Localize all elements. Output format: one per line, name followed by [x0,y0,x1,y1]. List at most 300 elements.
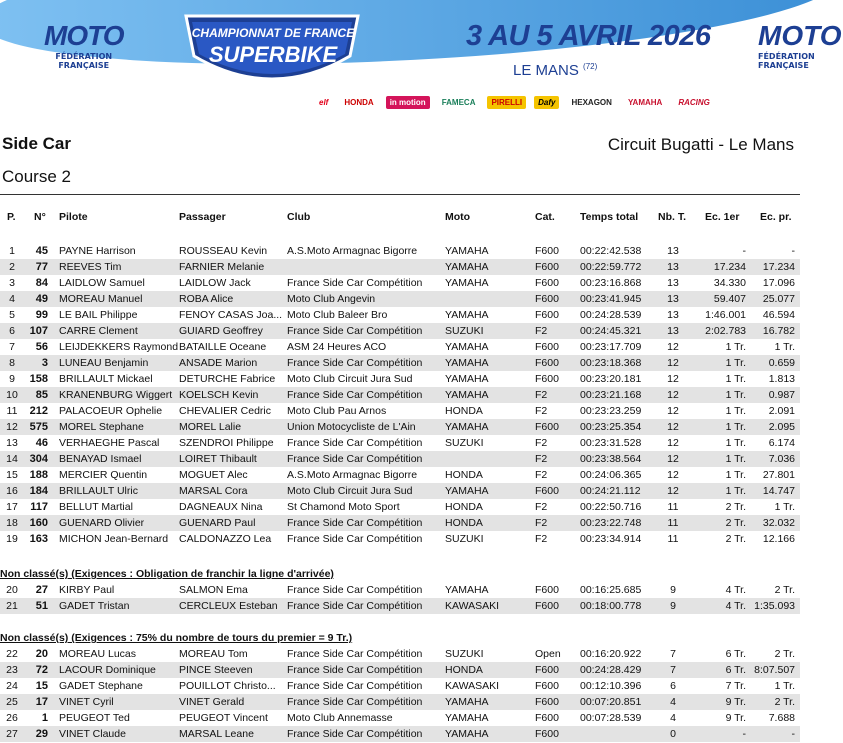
result-row [0,582,800,598]
cell-temps: 00:23:31.528 [580,437,642,449]
cell-temps: 00:16:25.685 [580,584,642,596]
cell-passager: LOIRET Thibault [179,453,257,465]
cell-cat: F600 [535,373,559,385]
cell-club: France Side Car Compétition [287,453,423,465]
cell-nbt: 13 [667,309,679,321]
cell-pos: 27 [6,728,18,740]
cell-ec1: 9 Tr. [725,712,746,724]
cell-cat: F600 [535,421,559,433]
cell-nbt: 11 [667,517,679,529]
cell-ec1: 2 Tr. [725,533,746,545]
cell-nbt: 12 [667,389,679,401]
cell-num: 575 [29,421,48,433]
cell-temps: 00:24:21.112 [580,485,641,497]
result-row [0,435,800,451]
cell-moto: YAMAHA [445,373,489,385]
result-row [0,339,800,355]
cell-num: 56 [35,341,48,353]
cell-nbt: 12 [667,373,679,385]
cell-temps: 00:22:42.538 [580,245,642,257]
cell-moto: SUZUKI [445,437,484,449]
result-row [0,694,800,710]
cell-passager: ANSADE Marion [179,357,258,369]
cell-ecp: 8:07.507 [754,664,795,676]
result-row [0,291,800,307]
cell-temps: 00:23:16.868 [580,277,642,289]
cell-num: 77 [35,261,48,273]
cell-cat: F600 [535,485,559,497]
cell-ecp: 1 Tr. [774,341,795,353]
cell-pilote: BENAYAD Ismael [59,453,142,465]
cell-ecp: 0.987 [768,389,795,401]
cell-nbt: 11 [667,533,679,545]
cell-pos: 23 [6,664,18,676]
cell-num: 158 [29,373,48,385]
cell-ec1: 1 Tr. [725,469,746,481]
event-dates: 3 AU 5 AVRIL 2026 [466,20,711,52]
result-row [0,451,800,467]
cell-passager: ROUSSEAU Kevin [179,245,268,257]
cell-pos: 6 [9,325,15,337]
section-title: Non classé(s) (Exigences : 75% du nombre de tours du premier = 9 Tr.) [0,632,353,644]
cell-pos: 24 [6,680,18,692]
cell-ecp: 14.747 [762,485,795,497]
cell-num: 160 [29,517,48,529]
cell-cat: F2 [535,501,548,513]
result-row [0,243,800,259]
cell-club: Moto Club Pau Arnos [287,405,387,417]
cell-nbt: 12 [667,357,679,369]
cell-nbt: 11 [667,501,679,513]
cell-pos: 7 [9,341,15,353]
cell-num: 27 [35,584,48,596]
cell-cat: F600 [535,680,559,692]
cell-ec1: 6 Tr. [725,648,746,660]
championship-subtitle: SUPERBIKE [208,42,338,67]
cell-pilote: BELLUT Martial [59,501,133,513]
cell-temps: 00:23:18.368 [580,357,642,369]
cell-ecp: - [791,245,795,257]
cell-pos: 19 [6,533,18,545]
cell-pilote: MERCIER Quentin [59,469,148,481]
result-row [0,646,800,662]
cell-cat: F600 [535,664,559,676]
cell-nbt: 13 [667,293,679,305]
cell-moto: YAMAHA [445,341,489,353]
cell-club: Moto Club Annemasse [287,712,393,724]
col-header-pos: P. [7,211,16,223]
cell-pos: 13 [6,437,18,449]
cell-moto: YAMAHA [445,728,489,740]
cell-temps: 00:07:20.851 [580,696,642,708]
result-row [0,403,800,419]
cell-passager: MOREAU Tom [179,648,248,660]
cell-pilote: LE BAIL Philippe [59,309,138,321]
circuit-name: Circuit Bugatti - Le Mans [607,135,794,154]
cell-pos: 20 [6,584,18,596]
ffm-logo-right-main: MOTO [758,20,842,51]
cell-club: France Side Car Compétition [287,696,423,708]
cell-club: France Side Car Compétition [287,728,423,740]
cell-num: 85 [35,389,48,401]
cell-temps: 00:16:20.922 [580,648,642,660]
venue-name: LE MANS [513,62,579,79]
cell-club: France Side Car Compétition [287,648,423,660]
cell-passager: MARSAL Leane [179,728,254,740]
cell-num: 99 [35,309,48,321]
cell-num: 184 [29,485,48,497]
category-title: Side Car [2,134,71,153]
banner-swoosh [0,0,843,82]
col-header-club: Club [287,211,311,223]
cell-ecp: 17.096 [762,277,795,289]
cell-cat: F600 [535,293,559,305]
event-banner [0,0,842,122]
cell-pilote: MOREAU Lucas [59,648,137,660]
section-title: Non classé(s) (Exigences : Obligation de franchir la ligne d'arrivée) [0,568,334,580]
cell-nbt: 13 [667,245,679,257]
sponsor-yamaha: YAMAHA [627,97,663,107]
cell-cat: F600 [535,341,559,353]
cell-pilote: PAYNE Harrison [59,245,136,257]
cell-pos: 9 [9,373,15,385]
cell-pos: 5 [9,309,15,321]
cell-moto: HONDA [445,405,483,417]
sponsor-strip [315,93,714,111]
sponsor-fameca: FAMECA [441,97,476,107]
cell-moto: YAMAHA [445,389,489,401]
cell-ec1: 17.234 [713,261,746,273]
cell-cat: F600 [535,309,559,321]
ffm-logo-line2: FRANÇAISE [58,61,110,70]
sponsor-honda: HONDA [344,97,374,107]
cell-nbt: 7 [670,648,676,660]
result-row [0,387,800,403]
cell-moto: YAMAHA [445,696,489,708]
cell-cat: F600 [535,728,559,740]
cell-moto: YAMAHA [445,277,489,289]
cell-temps: 00:23:41.945 [580,293,642,305]
cell-ecp: 1 Tr. [774,501,795,513]
cell-ec1: 1 Tr. [725,357,746,369]
result-row [0,371,800,387]
cell-temps: 00:23:38.564 [580,453,642,465]
cell-pilote: CARRE Clement [59,325,138,337]
cell-pos: 8 [9,357,15,369]
sponsor-dafy: Dafy [534,96,559,109]
ffm-logo-right-line1: FÉDÉRATION [758,52,815,61]
cell-ec1: 1 Tr. [725,485,746,497]
cell-nbt: 0 [670,728,676,740]
cell-club: France Side Car Compétition [287,277,423,289]
cell-ecp: 7.688 [768,712,795,724]
cell-moto: YAMAHA [445,245,489,257]
col-header-ecp: Ec. pr. [760,211,792,223]
cell-pilote: LACOUR Dominique [59,664,156,676]
cell-temps: 00:22:59.772 [580,261,642,273]
cell-ec1: 7 Tr. [725,680,746,692]
cell-cat: F2 [535,453,548,465]
cell-moto: HONDA [445,469,483,481]
sponsor-pirelli: PIRELLI [487,96,526,109]
cell-ec1: 1 Tr. [725,453,746,465]
col-header-moto: Moto [445,211,471,223]
cell-temps: 00:23:22.748 [580,517,642,529]
cell-passager: POUILLOT Christo... [179,680,276,692]
cell-moto: YAMAHA [445,712,489,724]
result-row [0,499,800,515]
cell-moto: YAMAHA [445,309,489,321]
cell-temps: 00:12:10.396 [580,680,642,692]
cell-ec1: 1:46.001 [705,309,746,321]
sponsor-hexagon: HEXAGON [571,97,612,107]
cell-num: 117 [30,501,48,513]
result-row [0,323,800,339]
cell-num: 84 [35,277,48,289]
cell-ecp: 1:35.093 [754,600,795,612]
ffm-logo-line1: FÉDÉRATION [55,52,113,61]
cell-pos: 4 [9,293,15,305]
sponsor-inmotion: in motion [386,96,430,109]
cell-club: ASM 24 Heures ACO [287,341,387,353]
cell-pos: 25 [6,696,18,708]
cell-moto: KAWASAKI [445,600,500,612]
cell-club: Moto Club Circuit Jura Sud [287,485,413,497]
cell-pos: 10 [6,389,18,401]
cell-club: St Chamond Moto Sport [287,501,400,513]
result-row [0,467,800,483]
cell-passager: PINCE Steeven [179,664,253,676]
cell-pos: 22 [6,648,18,660]
cell-temps: 00:22:50.716 [580,501,642,513]
cell-pos: 15 [6,469,18,481]
cell-club: France Side Car Compétition [287,680,423,692]
cell-moto: HONDA [445,501,483,513]
cell-club: France Side Car Compétition [287,533,423,545]
cell-temps: 00:24:28.429 [580,664,642,676]
cell-nbt: 4 [670,696,676,708]
cell-cat: Open [535,648,561,660]
cell-nbt: 12 [667,469,679,481]
cell-moto: KAWASAKI [445,680,500,692]
cell-temps: 00:24:06.365 [580,469,642,481]
cell-num: 29 [35,728,48,740]
venue-dept: (72) [583,62,598,71]
result-row [0,483,800,499]
cell-num: 304 [29,453,48,465]
cell-pilote: BRILLAULT Mickael [59,373,153,385]
cell-num: 72 [35,664,48,676]
cell-ecp: 12.166 [762,533,795,545]
cell-pilote: KIRBY Paul [59,584,115,596]
ffm-logo [44,20,123,70]
cell-cat: F2 [535,469,548,481]
cell-ecp: 27.801 [762,469,795,481]
cell-num: 212 [29,405,48,417]
cell-nbt: 12 [667,437,679,449]
cell-cat: F2 [535,437,548,449]
cell-ec1: - [742,728,746,740]
col-header-num: N° [34,211,46,223]
cell-ecp: 2 Tr. [774,648,795,660]
cell-temps: 00:23:34.914 [580,533,642,545]
cell-ecp: 16.782 [762,325,795,337]
cell-pilote: VINET Claude [59,728,126,740]
race-title: Course 2 [2,167,71,186]
cell-num: 45 [35,245,48,257]
cell-pos: 18 [6,517,18,529]
result-row [0,419,800,435]
cell-club: France Side Car Compétition [287,357,423,369]
cell-nbt: 13 [667,325,679,337]
cell-nbt: 12 [667,453,679,465]
sponsor-racing: RACING [678,97,710,107]
ffm-logo-main: MOTO [44,20,124,51]
cell-ec1: 2:02.783 [705,325,746,337]
cell-passager: GUENARD Paul [179,517,256,529]
cell-cat: F600 [535,245,559,257]
cell-passager: KOELSCH Kevin [179,389,259,401]
cell-club: France Side Car Compétition [287,664,423,676]
cell-temps: 00:07:28.539 [580,712,642,724]
cell-num: 20 [35,648,48,660]
cell-num: 163 [29,533,48,545]
cell-cat: F2 [535,533,548,545]
cell-club: France Side Car Compétition [287,517,423,529]
cell-moto: SUZUKI [445,648,484,660]
cell-pilote: REEVES Tim [59,261,122,273]
cell-passager: ROBA Alice [179,293,234,305]
cell-ec1: 4 Tr. [725,584,746,596]
result-row [0,515,800,531]
cell-ecp: 1.813 [768,373,795,385]
cell-passager: FARNIER Melanie [179,261,265,273]
cell-nbt: 12 [667,405,679,417]
cell-moto: SUZUKI [445,533,484,545]
cell-cat: F600 [535,600,559,612]
cell-club: France Side Car Compétition [287,600,423,612]
cell-pos: 16 [6,485,18,497]
cell-pilote: GADET Tristan [59,600,130,612]
event-venue [513,62,597,79]
result-row [0,307,800,323]
cell-passager: DAGNEAUX Nina [179,501,263,513]
ffm-logo-right [758,20,841,70]
result-row [0,726,800,742]
cell-num: 49 [35,293,48,305]
cell-cat: F600 [535,357,559,369]
cell-passager: CALDONAZZO Lea [179,533,272,545]
cell-ec1: 6 Tr. [725,664,746,676]
cell-cat: F600 [535,712,559,724]
cell-ecp: 7.036 [768,453,795,465]
result-row [0,598,800,614]
cell-temps: 00:24:28.539 [580,309,642,321]
cell-temps: 00:23:25.354 [580,421,642,433]
cell-cat: F2 [535,517,548,529]
cell-ecp: 1 Tr. [774,680,795,692]
cell-ecp: 32.032 [762,517,795,529]
cell-pilote: LAIDLOW Samuel [59,277,145,289]
cell-pos: 12 [6,421,18,433]
cell-pilote: VINET Cyril [59,696,114,708]
cell-nbt: 12 [667,485,679,497]
cell-passager: LAIDLOW Jack [179,277,251,289]
cell-ec1: 1 Tr. [725,437,746,449]
cell-moto: SUZUKI [445,325,484,337]
cell-ec1: 2 Tr. [725,501,746,513]
cell-cat: F600 [535,277,559,289]
cell-club: Moto Club Angevin [287,293,376,305]
cell-moto: YAMAHA [445,261,489,273]
col-header-temps: Temps total [580,211,639,223]
cell-temps: 00:23:21.168 [580,389,642,401]
cell-moto: YAMAHA [445,584,489,596]
cell-temps: 00:18:00.778 [580,600,642,612]
cell-nbt: 9 [670,600,676,612]
col-header-passager: Passager [179,211,226,223]
cell-pilote: KRANENBURG Wiggert [59,389,173,401]
cell-pos: 3 [9,277,15,289]
cell-pos: 11 [6,405,18,417]
cell-nbt: 7 [670,664,676,676]
cell-ecp: 2 Tr. [774,696,795,708]
cell-ecp: 17.234 [762,261,795,273]
cell-num: 107 [29,325,48,337]
col-header-cat: Cat. [535,211,555,223]
result-row [0,355,800,371]
cell-num: 15 [35,680,48,692]
cell-ec1: 4 Tr. [725,600,746,612]
cell-temps: 00:23:20.181 [580,373,642,385]
cell-ec1: - [742,245,746,257]
cell-passager: GUIARD Geoffrey [179,325,263,337]
cell-ec1: 59.407 [713,293,746,305]
cell-passager: DETURCHE Fabrice [179,373,276,385]
cell-club: Union Motocycliste de L'Ain [287,421,416,433]
cell-passager: FENOY CASAS Joa... [179,309,283,321]
result-row [0,710,800,726]
col-header-nbt: Nb. T. [658,211,686,223]
cell-ecp: 0.659 [768,357,795,369]
result-row [0,678,800,694]
cell-nbt: 9 [670,584,676,596]
cell-ec1: 1 Tr. [725,341,746,353]
cell-club: A.S.Moto Armagnac Bigorre [287,469,418,481]
cell-num: 188 [29,469,48,481]
result-row [0,259,800,275]
cell-pilote: MOREAU Manuel [59,293,143,305]
cell-moto: YAMAHA [445,485,489,497]
cell-nbt: 6 [670,680,676,692]
cell-ec1: 34.330 [713,277,746,289]
cell-ec1: 1 Tr. [725,373,746,385]
cell-pilote: MOREL Stephane [59,421,144,433]
cell-club: Moto Club Baleer Bro [287,309,388,321]
ffm-logo-right-line2: FRANÇAISE [758,61,809,70]
cell-pos: 21 [6,600,18,612]
cell-ec1: 1 Tr. [725,405,746,417]
cell-moto: HONDA [445,517,483,529]
championship-title: CHAMPIONNAT DE FRANCE [191,26,355,40]
cell-pilote: PALACOEUR Ophelie [59,405,163,417]
cell-cat: F2 [535,389,548,401]
cell-nbt: 13 [667,277,679,289]
cell-ec1: 1 Tr. [725,389,746,401]
cell-passager: CERCLEUX Esteban [179,600,278,612]
cell-ecp: 2.091 [768,405,795,417]
cell-num: 51 [35,600,48,612]
